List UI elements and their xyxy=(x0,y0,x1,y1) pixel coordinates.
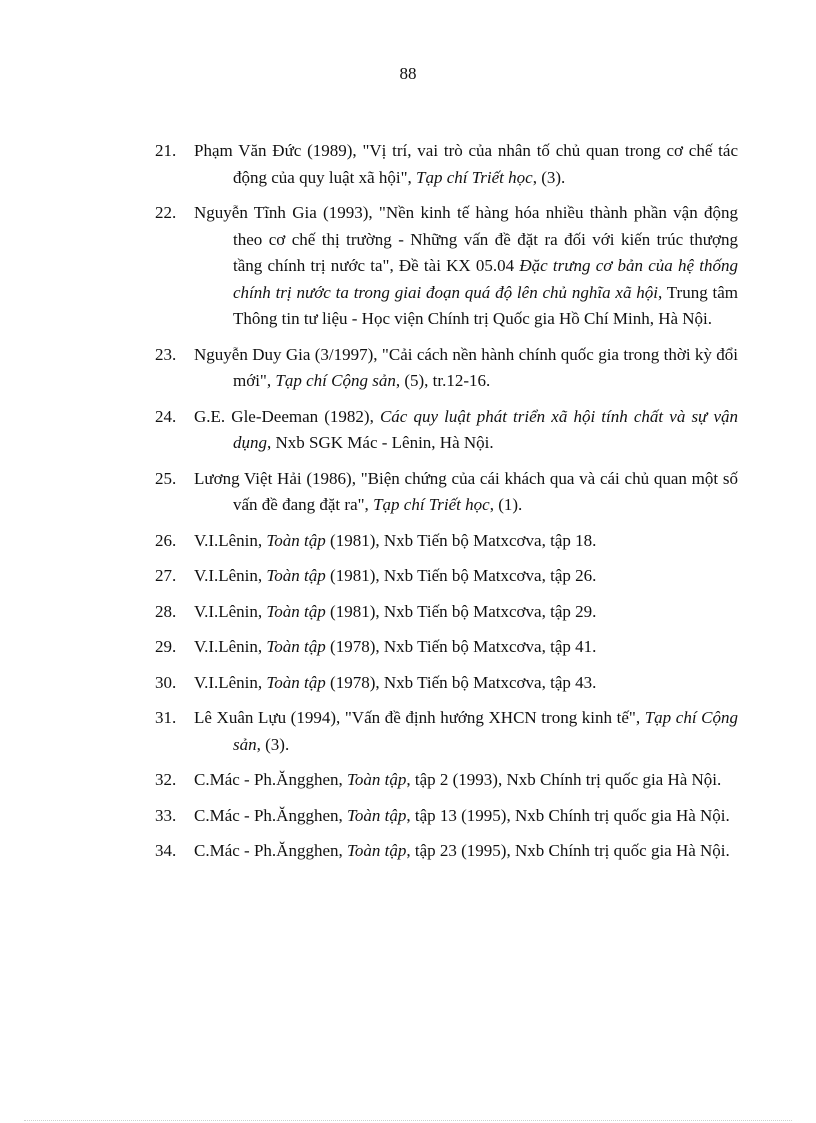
reference-number: 24. xyxy=(155,406,177,426)
reference-title: Các quy luật phát triển xã hội tính chất và sự vận dụng xyxy=(233,406,738,452)
reference-item xyxy=(155,838,738,865)
reference-item xyxy=(155,528,738,555)
reference-item xyxy=(155,466,738,519)
reference-item xyxy=(155,404,738,457)
reference-text: V.I.Lênin, xyxy=(194,637,267,656)
reference-text: , tập 13 (1995), Nxb Chính trị quốc gia Hà Nội. xyxy=(406,805,730,825)
page-number: 88 xyxy=(399,64,417,83)
reference-text: (1981), Nxb Tiến bộ Matxcơva, tập 18. xyxy=(325,530,597,550)
reference-text: , (3). xyxy=(532,167,566,187)
reference-title: Toàn tập xyxy=(266,601,326,621)
reference-title: Tạp chí Cộng sản xyxy=(233,708,738,754)
reference-title: Tạp chí Cộng sản xyxy=(275,371,396,390)
reference-item xyxy=(155,563,738,590)
reference-text: , tập 2 (1993), Nxb Chính trị quốc gia Hà Nội. xyxy=(406,770,722,789)
reference-number: 26. xyxy=(155,530,177,550)
reference-number: 28. xyxy=(155,601,177,621)
reference-item xyxy=(155,200,738,333)
reference-number: 22. xyxy=(155,203,177,222)
reference-text: Nguyễn Tĩnh Gia (1993), "Nền kinh tế hàng hóa nhiều thành phần vận động theo cơ chế thị trường - Những vấn đề đặt ra đối với kiến trúc thượng tầng chính trị nước ta", Đề tài KX 05.04 xyxy=(194,203,738,275)
reference-item xyxy=(155,670,738,697)
reference-text: V.I.Lênin, xyxy=(194,530,267,550)
reference-text: Lương Việt Hải (1986), "Biện chứng của cái khách qua và cái chủ quan một số vấn đề đang đặt ra", xyxy=(194,468,738,514)
reference-number: 33. xyxy=(155,805,177,825)
reference-text: C.Mác - Ph.Ăngghen, xyxy=(194,770,347,789)
reference-number: 25. xyxy=(155,468,177,488)
reference-title: Toàn tập xyxy=(346,805,407,825)
reference-text: (1978), Nxb Tiến bộ Matxcơva, tập 41. xyxy=(325,637,597,656)
reference-text: V.I.Lênin, xyxy=(194,672,267,692)
reference-item xyxy=(155,342,738,395)
reference-item xyxy=(155,767,738,794)
reference-number: 29. xyxy=(155,637,177,656)
reference-text: (1978), Nxb Tiến bộ Matxcơva, tập 43. xyxy=(325,672,597,692)
reference-title: Toàn tập xyxy=(266,566,326,585)
reference-text: , tập 23 (1995), Nxb Chính trị quốc gia Hà Nội. xyxy=(406,841,730,860)
reference-number: 32. xyxy=(155,770,177,789)
reference-number: 23. xyxy=(155,344,177,364)
reference-text: (1981), Nxb Tiến bộ Matxcơva, tập 26. xyxy=(325,566,597,585)
reference-title: Toàn tập xyxy=(266,672,326,692)
reference-item xyxy=(155,634,738,661)
reference-text: V.I.Lênin, xyxy=(194,601,267,621)
reference-text: Phạm Văn Đức (1989), "Vị trí, vai trò của nhân tố chủ quan trong cơ chế tác động của quy luật xã hội", xyxy=(194,141,738,187)
reference-text: , (3). xyxy=(256,734,290,754)
reference-title: Toàn tập xyxy=(266,637,326,656)
reference-text: , (1). xyxy=(489,495,523,514)
reference-title: Toàn tập xyxy=(266,530,326,550)
reference-text: G.E. Gle-Deeman (1982), xyxy=(194,406,380,426)
reference-item xyxy=(155,705,738,758)
reference-text: Lê Xuân Lựu (1994), "Vấn đề định hướng XHCN trong kinh tế", xyxy=(194,708,645,727)
reference-text: , Trung tâm Thông tin tư liệu - Học viện Chính trị Quốc gia Hồ Chí Minh, Hà Nội. xyxy=(233,282,738,328)
reference-item xyxy=(155,803,738,830)
reference-title: Toàn tập xyxy=(346,770,407,789)
reference-list xyxy=(155,138,738,874)
reference-text: (1981), Nxb Tiến bộ Matxcơva, tập 29. xyxy=(325,601,597,621)
reference-title: Tạp chí Triết học xyxy=(373,495,490,514)
reference-title: Đặc trưng cơ bản của hệ thống chính trị nước ta trong giai đoạn quá độ lên chủ nghĩa xã hội xyxy=(233,256,738,302)
reference-title: Tạp chí Triết học xyxy=(416,167,533,187)
reference-text: , Nxb SGK Mác - Lênin, Hà Nội. xyxy=(267,433,494,452)
reference-item xyxy=(155,599,738,626)
reference-text: Nguyễn Duy Gia (3/1997), "Cải cách nền hành chính quốc gia trong thời kỳ đổi mới", xyxy=(194,344,738,390)
reference-number: 30. xyxy=(155,672,177,692)
reference-number: 27. xyxy=(155,566,177,585)
reference-text: V.I.Lênin, xyxy=(194,566,267,585)
reference-number: 34. xyxy=(155,841,177,860)
reference-text: , (5), tr.12-16. xyxy=(395,371,491,390)
reference-title: Toàn tập xyxy=(346,841,407,860)
reference-item xyxy=(155,138,738,191)
reference-text: C.Mác - Ph.Ăngghen, xyxy=(194,805,347,825)
page-bottom-divider xyxy=(24,1120,792,1121)
reference-text: C.Mác - Ph.Ăngghen, xyxy=(194,841,347,860)
reference-number: 31. xyxy=(155,708,177,727)
reference-number: 21. xyxy=(155,141,177,160)
